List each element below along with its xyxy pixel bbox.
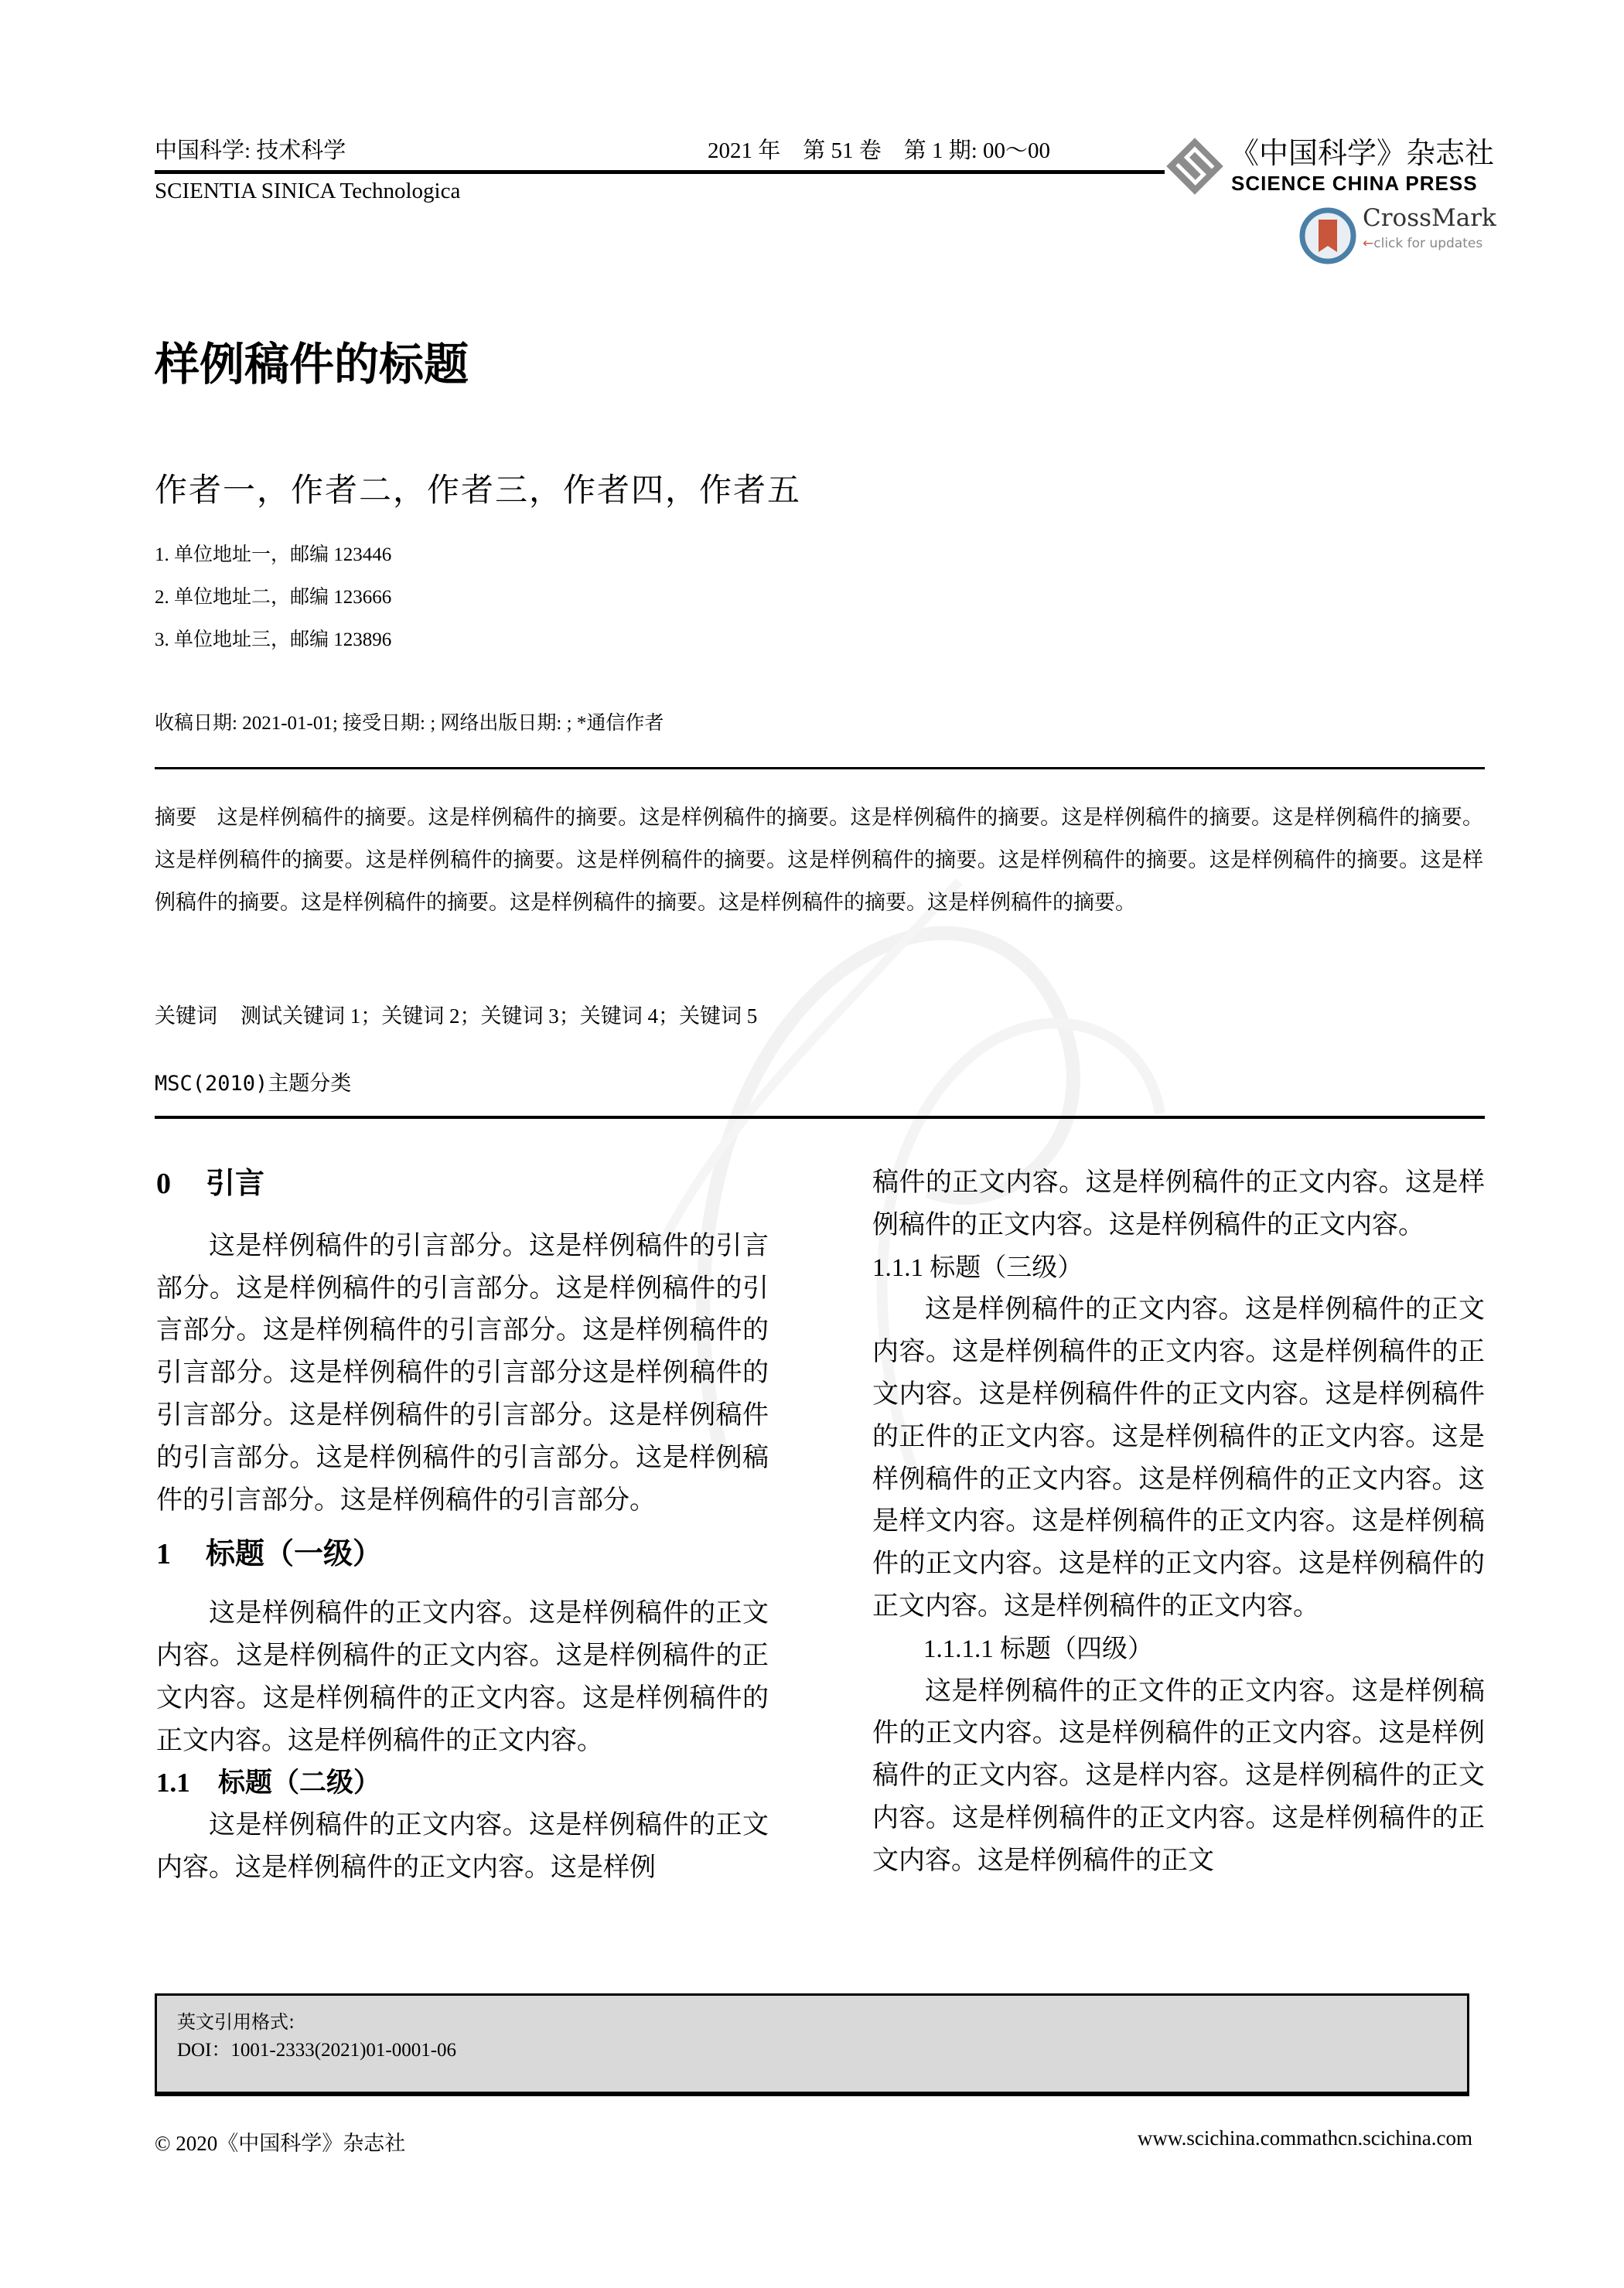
keywords — [155, 1004, 757, 1028]
section-heading-1-1-1-1: 1.1.1.1 标题（四级） — [923, 1635, 1153, 1663]
right-column — [872, 1162, 1485, 1883]
msc-classification: MSC(2010)主题分类 — [155, 1072, 352, 1096]
abstract-text: 这是样例稿件的摘要。这是样例稿件的摘要。这是样例稿件的摘要。这是样例稿件的摘要。这是样例稿件的摘要。这是样例稿件的摘要。这是样例稿件的摘要。这是样例稿件的摘要。这是样例稿件的摘要。这是样例稿件的摘要。这是样例稿件的摘要。这是样例稿件的摘要。这是样例稿件的摘要。这是样例稿件的摘要。这是样例稿件的摘要。这是样例稿件的摘要。这是样例稿件的摘要。 — [155, 806, 1484, 914]
affiliation: 2. 单位地址二，邮编 123666 — [155, 587, 392, 608]
section-number: 1 — [156, 1538, 171, 1571]
keywords-label: 关键词 — [155, 1004, 217, 1028]
journal-name-cn: 中国科学: 技术科学 — [155, 138, 346, 163]
affiliation: 3. 单位地址三，邮编 123896 — [155, 629, 392, 650]
body-paragraph: 这是样例稿件的正文件的正文内容。这是样例稿件的正文内容。这是样例稿件的正文内容。这是样例稿件的正文内容。这是样内容。这是样例稿件的正文内容。这是样例稿件的正文内容。这是样例稿件的正文内容。这是样例稿件的正文 — [872, 1676, 1485, 1875]
abstract-label: 摘要 — [155, 806, 197, 829]
section-heading-1 — [156, 1533, 769, 1576]
science-china-press-logo-icon — [1164, 135, 1226, 197]
affiliation: 1. 单位地址一，邮编 123446 — [155, 544, 392, 565]
body-paragraph: 这是样例稿件的正文内容。这是样例稿件的正文内容。这是样例稿件的正文内容。这是样例稿件的正文内容。这是样例稿件的正文内容。这是样例稿件的正文内容。这是样例稿件的正文内容。 — [156, 1599, 769, 1755]
abstract-top-rule — [155, 767, 1485, 769]
intro-paragraph: 这是样例稿件的引言部分。这是样例稿件的引言部分。这是样例稿件的引言部分。这是样例稿件的引言部分。这是样例稿件的引言部分。这是样例稿件的引言部分。这是样例稿件的引言部分这是样例稿件的引言部分。这是样例稿件的引言部分。这是样例稿件的引言部分。这是样例稿件的引言部分。这是样例稿件的引言部分。这是样例稿件的引言部分。 — [156, 1231, 769, 1515]
section-number: 0 — [156, 1168, 171, 1200]
footer-copyright: © 2020《中国科学》杂志社 — [155, 2132, 406, 2155]
crossmark-subtitle-text: click for updates — [1373, 236, 1483, 251]
citation-box — [155, 1993, 1469, 2096]
publisher-name-en: SCIENCE CHINA PRESS — [1231, 172, 1478, 195]
left-column — [156, 1162, 769, 1890]
header-rule — [155, 170, 1165, 174]
body-paragraph: 这是样例稿件的正文内容。这是样例稿件的正文内容。这是样例稿件的正文内容。这是样例 — [156, 1811, 769, 1882]
keywords-text: 测试关键词 1；关键词 2；关键词 3；关键词 4；关键词 5 — [241, 1004, 758, 1028]
section-title: 标题（一级） — [206, 1536, 383, 1571]
body-paragraph: 这是样例稿件的正文内容。这是样例稿件的正文内容。这是样例稿件的正文内容。这是样例稿件的正文内容。这是样例稿件件的正文内容。这是样例稿件的正件的正文内容。这是样例稿件的正文内容。这是样例稿件的正文内容。这是样例稿件的正文内容。这是样文内容。这是样例稿件的正文内容。这是样例稿件的正文内容。这是样的正文内容。这是样例稿件的正文内容。这是样例稿件的正文内容。 — [872, 1295, 1485, 1621]
issue-info: 2021 年 第 51 卷 第 1 期: 00～00 — [708, 138, 1051, 163]
section-title: 标题（二级） — [218, 1768, 381, 1799]
journal-name-en: SCIENTIA SINICA Technologica — [155, 179, 461, 203]
body-paragraph-continued: 稿件的正文内容。这是样例稿件的正文内容。这是样例稿件的正文内容。这是样例稿件的正文内容。 — [872, 1168, 1485, 1239]
crossmark-badge[interactable] — [1299, 204, 1496, 268]
crossmark-subtitle — [1363, 235, 1482, 252]
publisher-name-cn: 《中国科学》杂志社 — [1230, 136, 1495, 170]
section-number: 1.1 — [156, 1768, 190, 1799]
article-title: 样例稿件的标题 — [155, 338, 469, 390]
crossmark-icon — [1299, 207, 1356, 264]
article-dates: 收稿日期: 2021-01-01; 接受日期: ; 网络出版日期: ; *通信作者 — [155, 713, 664, 734]
citation-label: 英文引用格式: — [177, 2011, 295, 2033]
crossmark-title: CrossMark — [1363, 204, 1496, 232]
section-heading-0 — [156, 1162, 769, 1205]
section-heading-1-1 — [156, 1762, 769, 1805]
doi[interactable]: DOI：1001-2333(2021)01-0001-06 — [177, 2040, 457, 2061]
section-heading-1-1-1: 1.1.1 标题（三级） — [872, 1253, 1083, 1282]
abstract — [155, 796, 1483, 924]
body-top-rule — [155, 1116, 1485, 1119]
arrow-left-icon: ← — [1363, 236, 1374, 251]
footer-url[interactable]: www.scichina.commathcn.scichina.com — [1137, 2126, 1472, 2150]
author-list: 作者一，作者二，作者三，作者四，作者五 — [155, 471, 802, 509]
section-title: 引言 — [206, 1166, 265, 1200]
